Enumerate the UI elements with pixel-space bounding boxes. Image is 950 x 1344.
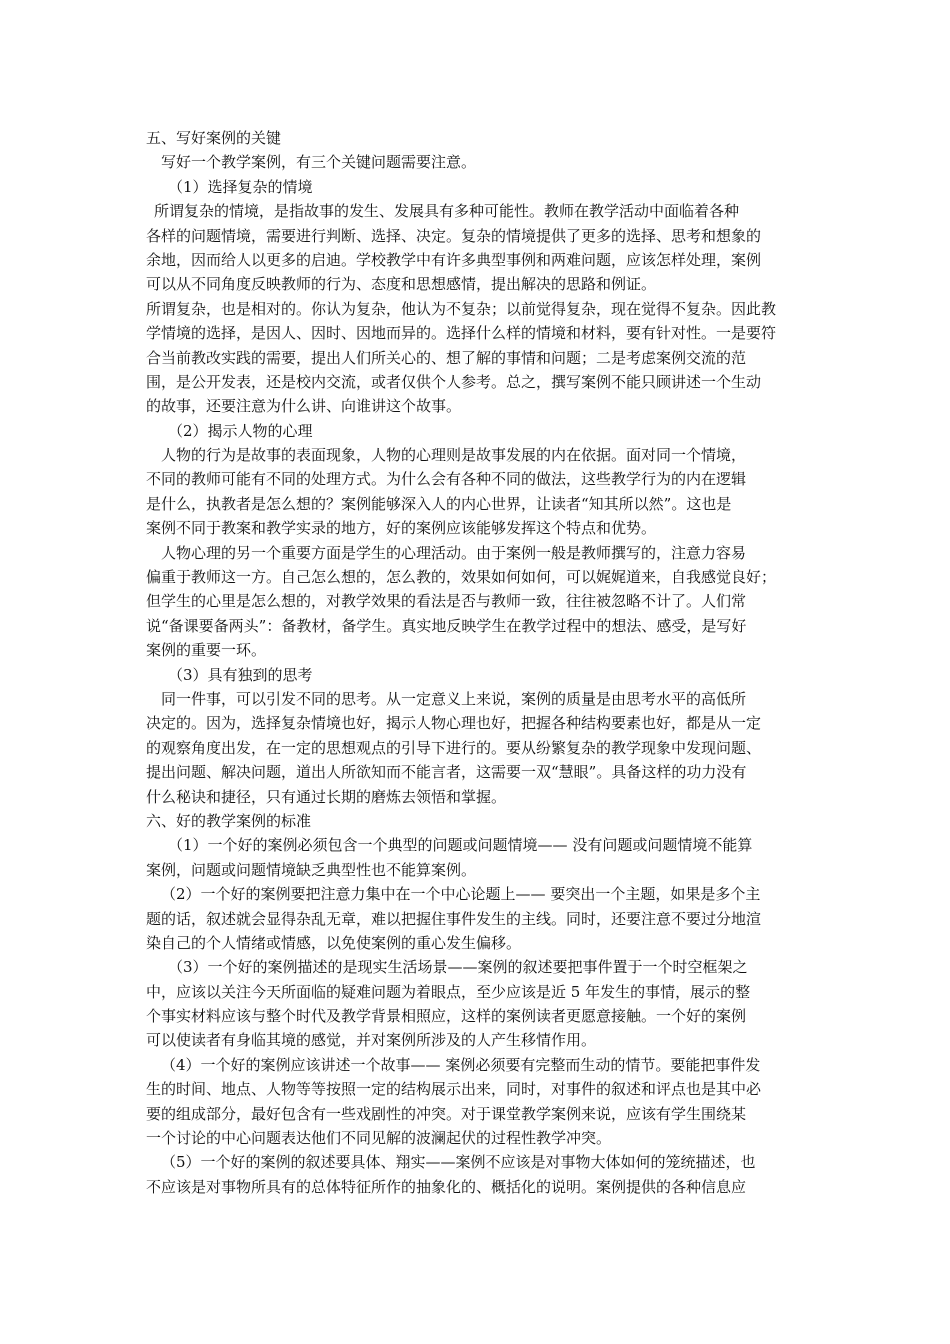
- paragraph-line: 提出问题、解决问题，道出人所欲知而不能言者，这需要一双“慧眼”。具备这样的功力没有: [146, 763, 747, 782]
- paragraph-line: 余地，因而给人以更多的启迪。学校教学中有许多典型事例和两难问题，应该怎样处理，案例: [146, 250, 762, 269]
- criterion-line: （2）一个好的案例要把注意力集中在一个中心论题上—— 要突出一个主题，如果是多个主: [161, 885, 761, 904]
- paragraph-line: 人物心理的另一个重要方面是学生的心理活动。由于案例一般是教师撰写的，注意力容易: [161, 543, 747, 562]
- criterion-line: 不应该是对事物所具有的总体特征所作的抽象化的、概括化的说明。案例提供的各种信息应: [146, 1177, 747, 1196]
- criterion-line: 案例，问题或问题情境缺乏典型性也不能算案例。: [146, 860, 477, 879]
- section-5-title: 五、写好案例的关键: [146, 129, 282, 147]
- paragraph-line: 案例不同于教案和教学实录的地方，好的案例应该能够发挥这个特点和优势。: [146, 519, 657, 538]
- paragraph-line: 人物的行为是故事的表面现象，人物的心理则是故事发展的内在依据。面对同一个情境，: [161, 446, 747, 465]
- criterion-line: 一个讨论的中心问题表达他们不同见解的波澜起伏的过程性教学冲突。: [146, 1129, 612, 1148]
- criterion-line: （1）一个好的案例必须包含一个典型的问题或问题情境—— 没有问题或问题情境不能算: [168, 836, 753, 855]
- subsection-2-title: （2）揭示人物的心理: [168, 421, 313, 440]
- subsection-1-title: （1）选择复杂的情境: [168, 177, 313, 196]
- criterion-line: （5）一个好的案例的叙述要具体、翔实——案例不应该是对事物大体如何的笼统描述，也: [161, 1153, 756, 1172]
- paragraph-line: 不同的教师可能有不同的处理方式。为什么会有各种不同的做法，这些教学行为的内在逻辑: [146, 470, 747, 489]
- document-body: [146, 126, 810, 1199]
- subsection-3-title: （3）具有独到的思考: [168, 665, 313, 684]
- paragraph-line: 偏重于教师这一方。自己怎么想的，怎么教的，效果如何如何，可以娓娓道来，自我感觉良好；: [146, 568, 777, 587]
- paragraph-line: 是什么，执教者是怎么想的？案例能够深入人的内心世界，让读者“知其所以然”。这也是: [146, 494, 732, 513]
- paragraph-line: 决定的。因为，选择复杂情境也好，揭示人物心理也好，把握各种结构要素也好，都是从一定: [146, 714, 762, 733]
- paragraph-line: 的故事，还要注意为什么讲、向谁讲这个故事。: [146, 397, 462, 416]
- paragraph-line: 案例的重要一环。: [146, 641, 267, 660]
- paragraph-line: 说“备课要备两头”：备教材，备学生。真实地反映学生在教学过程中的想法、感受，是写好: [146, 616, 747, 635]
- criterion-line: 个事实材料应该与整个时代及教学背景相照应，这样的案例读者更愿意接触。一个好的案例: [146, 1007, 747, 1026]
- paragraph-line: 各样的问题情境，需要进行判断、选择、决定。复杂的情境提供了更多的选择、思考和想象的: [146, 226, 762, 245]
- paragraph-line: 合当前教改实践的需要，提出人们所关心的、想了解的事情和问题；二是考虑案例交流的范: [146, 348, 747, 367]
- criterion-line: 生的时间、地点、人物等等按照一定的结构展示出来，同时，对事件的叙述和评点也是其中必: [146, 1080, 762, 1099]
- criterion-line: 题的话，叙述就会显得杂乱无章，难以把握住事件发生的主线。同时，还要注意不要过分地渲: [146, 909, 762, 928]
- paragraph-line: 可以从不同角度反映教师的行为、态度和思想感情，提出解决的思路和例证。: [146, 275, 657, 294]
- paragraph-line: 学情境的选择，是因人、因时、因地而异的。选择什么样的情境和材料，要有针对性。一是要符: [146, 324, 777, 343]
- paragraph-line: 什么秘诀和捷径，只有通过长期的磨炼去领悟和掌握。: [146, 787, 507, 806]
- criterion-line: 要的组成部分，最好包含有一些戏剧性的冲突。对于课堂教学案例来说，应该有学生围绕某: [146, 1104, 747, 1123]
- criterion-line: （3）一个好的案例描述的是现实生活场景——案例的叙述要把事件置于一个时空框架之: [168, 958, 748, 977]
- criterion-line: （4）一个好的案例应该讲述一个故事—— 案例必须要有完整而生动的情节。要能把事件发: [161, 1055, 761, 1074]
- section-5-intro: 写好一个教学案例，有三个关键问题需要注意。: [161, 153, 477, 172]
- paragraph-line: 围，是公开发表，还是校内交流，或者仅供个人参考。总之，撰写案例不能只顾讲述一个生动: [146, 372, 762, 391]
- criterion-line: 染自己的个人情绪或情感，以免使案例的重心发生偏移。: [146, 933, 522, 952]
- paragraph-line: 但学生的心里是怎么想的，对教学效果的看法是否与教师一致，往往被忽略不计了。人们常: [146, 592, 747, 611]
- section-6-title: 六、好的教学案例的标准: [146, 811, 312, 830]
- paragraph-line: 所谓复杂，也是相对的。你认为复杂，他认为不复杂；以前觉得复杂，现在觉得不复杂。因此教: [146, 299, 777, 318]
- paragraph-line: 所谓复杂的情境，是指故事的发生、发展具有多种可能性。教师在教学活动中面临着各种: [154, 202, 740, 221]
- paragraph-line: 同一件事，可以引发不同的思考。从一定意义上来说，案例的质量是由思考水平的高低所: [161, 689, 747, 708]
- criterion-line: 可以使读者有身临其境的感觉，并对案例所涉及的人产生移情作用。: [146, 1031, 597, 1050]
- paragraph-line: 的观察角度出发，在一定的思想观点的引导下进行的。要从纷繁复杂的教学现象中发现问题、: [146, 738, 762, 757]
- criterion-line: 中，应该以关注今天所面临的疑难问题为着眼点，至少应该是近 5 年发生的事情，展示的整: [146, 982, 751, 1001]
